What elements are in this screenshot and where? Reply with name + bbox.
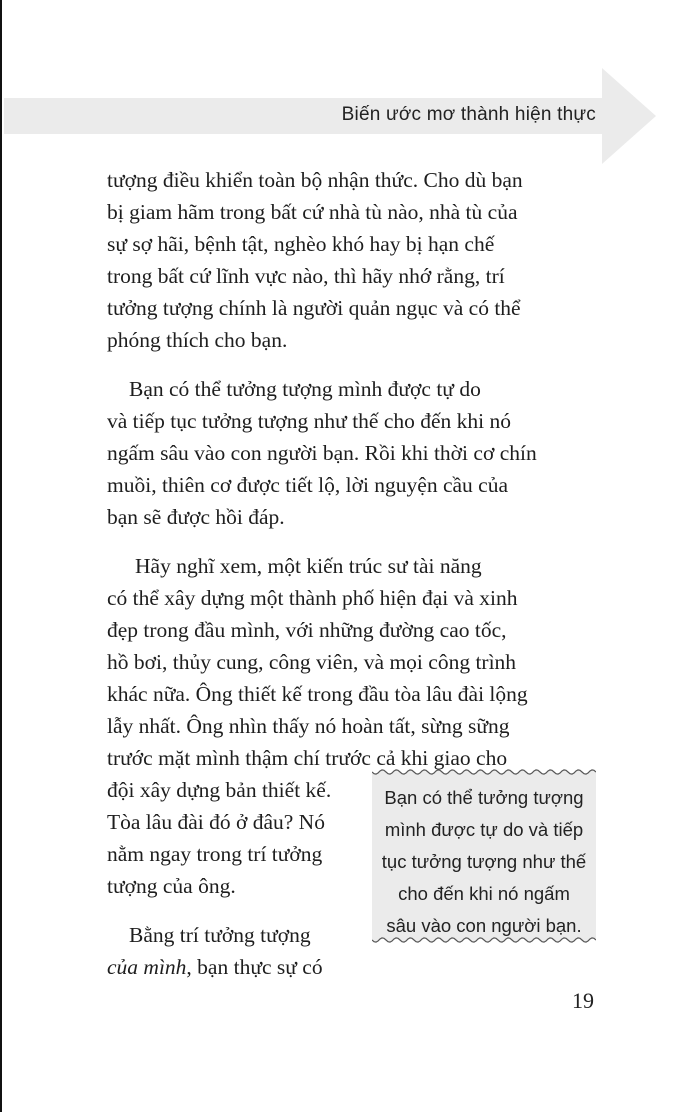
text-line: Bằng trí tưởng tượng <box>129 923 311 947</box>
italic-phrase: của mình <box>107 955 187 979</box>
text-line: bị giam hãm trong bất cứ nhà tù nào, nhà tù của <box>107 200 518 224</box>
pull-quote-line: tục tưởng tượng như thế <box>381 851 587 872</box>
text-line: và tiếp tục tưởng tượng như thế cho đến khi nó <box>107 409 512 433</box>
pull-quote-line: mình được tự do và tiếp <box>384 819 584 840</box>
text-line: sự sợ hãi, bệnh tật, nghèo khó hay bị hạn chế <box>107 232 495 256</box>
page-number: 19 <box>572 988 594 1013</box>
text-line: Hãy nghĩ xem, một kiến trúc sư tài năng <box>135 554 482 578</box>
text-line <box>107 951 350 983</box>
text-line: phóng thích cho bạn. <box>107 328 288 352</box>
text-line: Bạn có thể tưởng tượng mình được tự do <box>129 377 481 401</box>
page-edge-rule <box>0 0 2 1112</box>
text-line: tượng của ông. <box>107 874 236 898</box>
pull-quote-box <box>372 766 596 946</box>
text-line: hồ bơi, thủy cung, công viên, và mọi công trình <box>107 650 517 674</box>
text-line: Tòa lâu đài đó ở đâu? Nó <box>107 810 325 834</box>
running-title: Biến ước mơ thành hiện thực <box>341 104 596 125</box>
paragraph-2 <box>107 373 545 533</box>
text-line: trong bất cứ lĩnh vực nào, thì hãy nhớ rằng, trí <box>107 264 505 288</box>
text-line: trước mặt mình thậm chí trước cả khi giao cho <box>107 746 508 770</box>
text-fragment: , bạn thực sự có <box>186 955 323 979</box>
text-line: đội xây dựng bản thiết kế. <box>107 778 332 802</box>
text-line: lẫy nhất. Ông nhìn thấy nó hoàn tất, sừng sững <box>107 714 510 738</box>
text-line: khác nữa. Ông thiết kế trong đầu tòa lâu đài lộng <box>107 682 528 706</box>
text-line: đẹp trong đầu mình, với những đường cao tốc, <box>107 618 507 642</box>
text-line: có thể xây dựng một thành phố hiện đại và xinh <box>107 586 518 610</box>
paragraph-1 <box>107 164 545 356</box>
text-line: tưởng tượng chính là người quản ngục và có thể <box>107 296 521 320</box>
text-line: ngấm sâu vào con người bạn. Rồi khi thời cơ chín <box>107 441 537 465</box>
text-line: nằm ngay trong trí tưởng <box>107 842 323 866</box>
pull-quote-line: sâu vào con người bạn. <box>386 915 582 936</box>
text-line: bạn sẽ được hồi đáp. <box>107 505 285 529</box>
pull-quote-text <box>372 782 596 942</box>
pull-quote-line: cho đến khi nó ngấm <box>398 883 570 904</box>
text-line: muồi, thiên cơ được tiết lộ, lời nguyện cầu của <box>107 473 509 497</box>
text-line: tượng điều khiển toàn bộ nhận thức. Cho dù bạn <box>107 168 523 192</box>
pull-quote-line: Bạn có thể tưởng tượng <box>384 787 584 808</box>
